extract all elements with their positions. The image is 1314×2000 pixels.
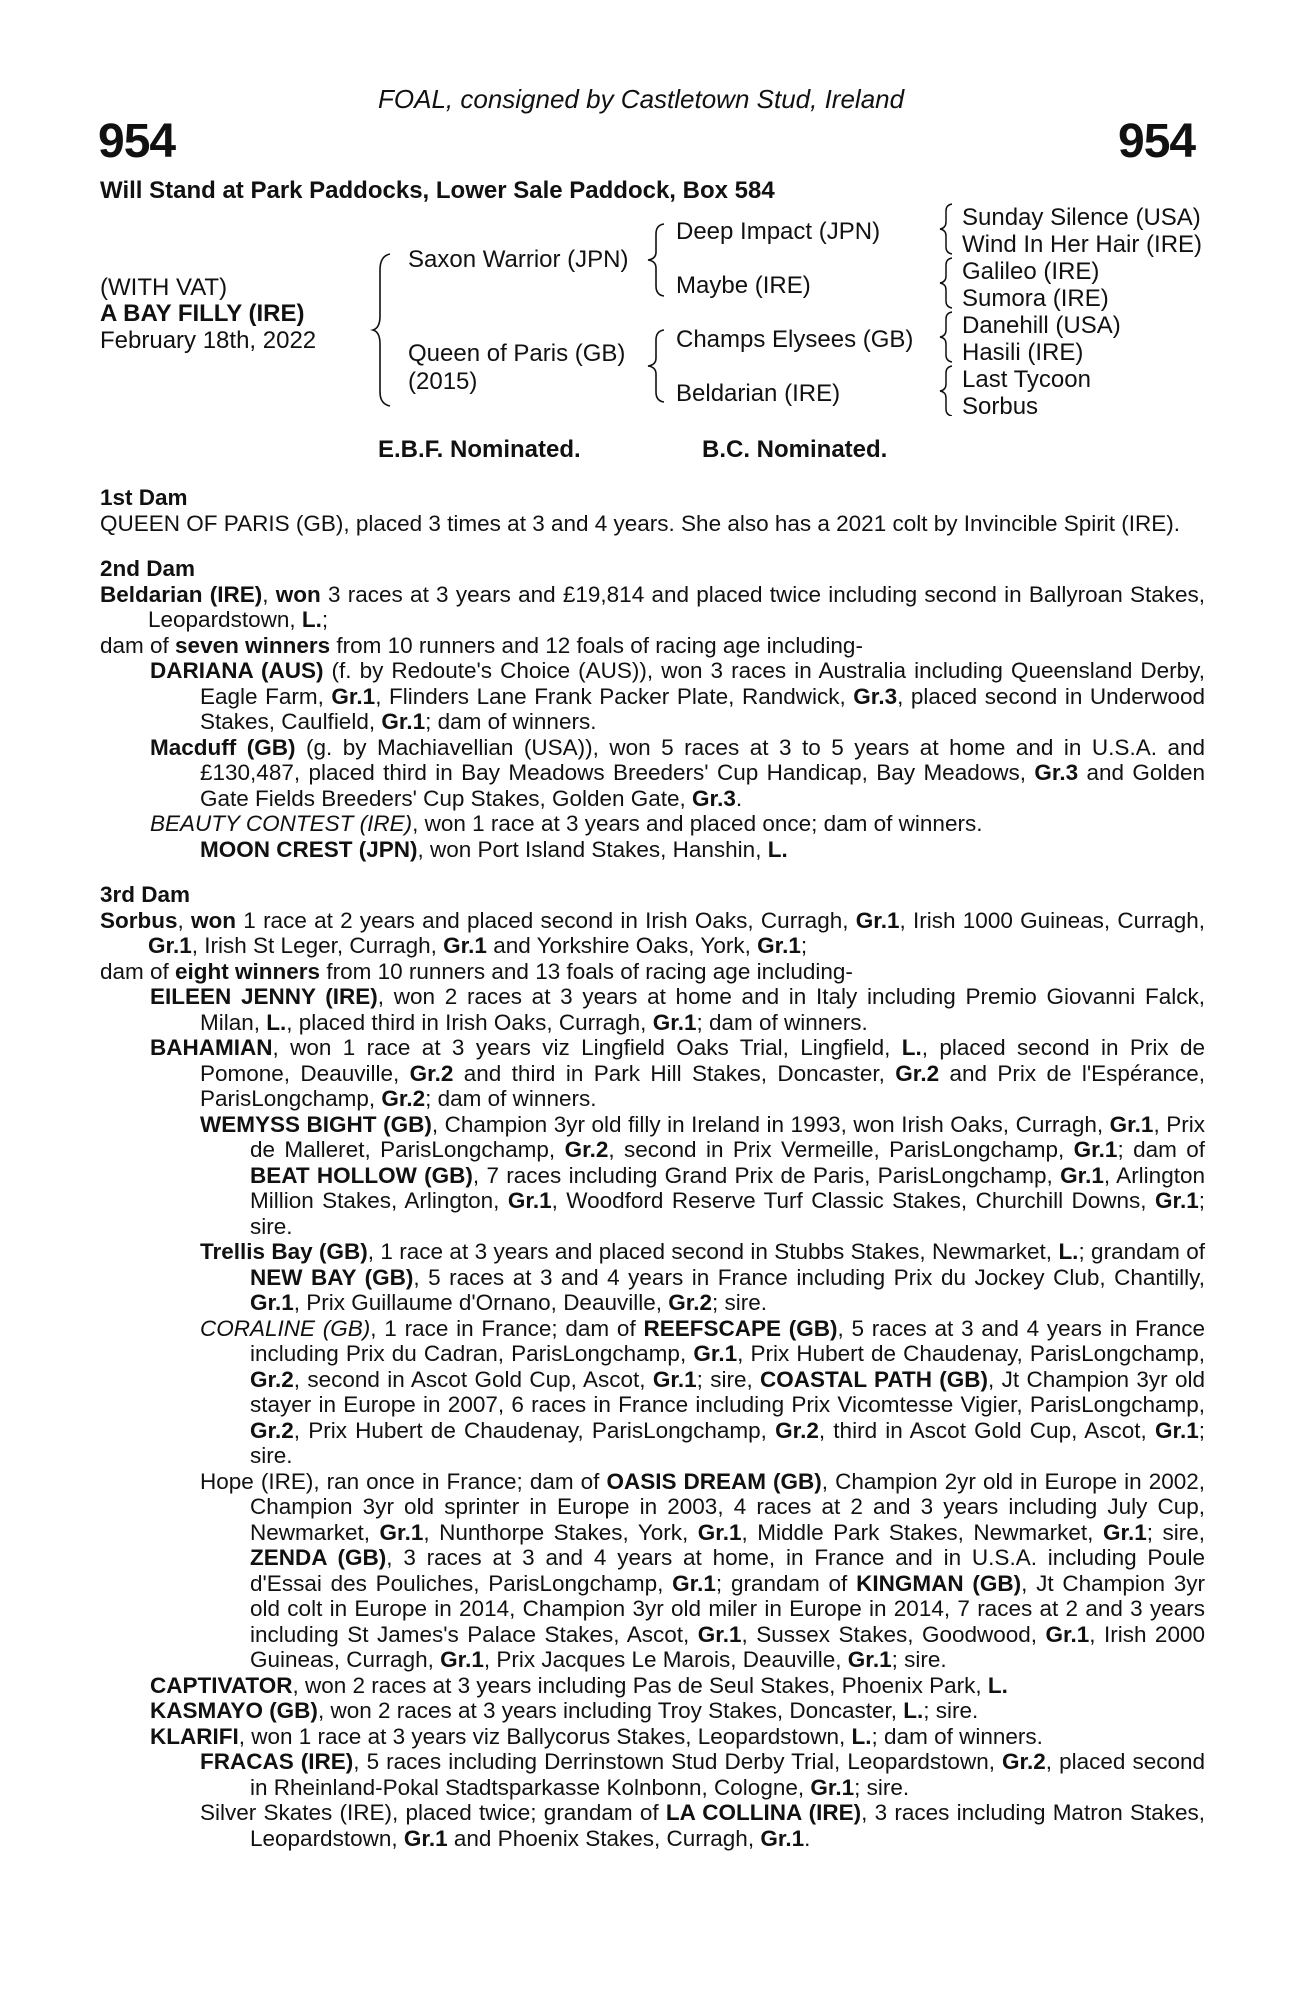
pedigree-notes: [100, 485, 1205, 1851]
section-heading: 3rd Dam: [100, 882, 191, 907]
pedigree-entry: FRACAS (IRE), 5 races including Derrinstown Stud Derby Trial, Leopardstown, Gr.2, placed second in Rheinland-Pokal Stadtsparkasse Kolnbonn, Cologne, Gr.1; sire.: [200, 1749, 1205, 1800]
lot-number-right: 954: [1118, 115, 1196, 168]
pedigree-entry: CAPTIVATOR, won 2 races at 3 years including Pas de Seul Stakes, Phoenix Park, L.: [150, 1672, 1008, 1698]
pedigree-entry: WEMYSS BIGHT (GB), Champion 3yr old filly in Ireland in 1993, won Irish Oaks, Curragh, Gr.1, Prix de Malleret, ParisLongchamp, Gr.2, second in Prix Vermeille, ParisLongchamp, Gr.1; dam of BEAT HOLLOW (GB), 7 races including Grand Prix de Paris, ParisLongchamp, Gr.1, Arlington Million Stakes, Arlington, Gr.1, Woodford Reserve Turf Classic Stakes, Churchill Downs, Gr.1; sire.: [200, 1111, 1206, 1239]
third-gen-6: Hasili (IRE): [962, 339, 1084, 366]
stabling-line: Will Stand at Park Paddocks, Lower Sale Paddock, Box 584: [100, 177, 775, 204]
lot-description: A BAY FILLY (IRE): [100, 300, 305, 327]
third-gen-7: Last Tycoon: [962, 366, 1091, 393]
dam-sire-name: Champs Elysees (GB): [676, 326, 914, 353]
vat-note: (WITH VAT): [100, 274, 228, 301]
pedigree-entry: BEAUTY CONTEST (IRE), won 1 race at 3 years and placed once; dam of winners.: [150, 811, 983, 836]
pedigree-bracket-dam: [644, 326, 668, 406]
pedigree-entry: KASMAYO (GB), won 2 races at 3 years including Troy Stakes, Doncaster, L.; sire.: [150, 1698, 979, 1723]
sire-name: Saxon Warrior (JPN): [408, 246, 629, 273]
section-heading: 1st Dam: [100, 485, 188, 510]
dam-dam-name: Beldarian (IRE): [676, 380, 841, 407]
pedigree-bracket-main: [370, 250, 394, 410]
third-gen-1: Sunday Silence (USA): [962, 204, 1201, 231]
pedigree-entry: Trellis Bay (GB), 1 race at 3 years and placed second in Stubbs Stakes, Newmarket, L.; grandam of NEW BAY (GB), 5 races at 3 and 4 years in France including Prix du Jockey Club, Chantilly, Gr.1, Prix Guillaume d'Ornano, Deauville, Gr.2; sire.: [200, 1239, 1205, 1315]
pedigree-entry: DARIANA (AUS) (f. by Redoute's Choice (AUS)), won 3 races in Australia including Queensland Derby, Eagle Farm, Gr.1, Flinders Lane Frank Packer Plate, Randwick, Gr.3, placed second in Underwood Stakes, Caulfield, Gr.1; dam of winners.: [150, 658, 1206, 734]
bc-nomination: B.C. Nominated.: [702, 436, 888, 463]
third-gen-2: Wind In Her Hair (IRE): [962, 231, 1203, 258]
pedigree-entry: Macduff (GB) (g. by Machiavellian (USA)), won 5 races at 3 to 5 years at home and in U.S.A. and £130,487, placed third in Bay Meadows Breeders' Cup Handicap, Bay Meadows, Gr.3 and Golden Gate Fields Breeders' Cup Stakes, Golden Gate, Gr.3.: [150, 734, 1205, 811]
pedigree-entry: Hope (IRE), ran once in France; dam of OASIS DREAM (GB), Champion 2yr old in Europe in 2002, Champion 3yr old sprinter in Europe in 2003, 4 races at 2 and 3 years including July Cup, Newmarket, Gr.1, Nunthorpe Stakes, York, Gr.1, Middle Park Stakes, Newmarket, Gr.1; sire, ZENDA (GB), 3 races at 3 and 4 years at home, in France and in U.S.A. including Poule d'Essai des Pouliches, ParisLongchamp, Gr.1; grandam of KINGMAN (GB), Jt Champion 3yr old colt in Europe in 2014, Champion 3yr old miler in Europe in 2014, 7 races at 2 and 3 years including St James's Palace Stakes, Ascot, Gr.1, Sussex Stakes, Goodwood, Gr.1, Irish 2000 Guineas, Curragh, Gr.1, Prix Jacques Le Marois, Deauville, Gr.1; sire.: [200, 1468, 1206, 1672]
foaling-date: February 18th, 2022: [100, 327, 317, 354]
third-gen-5: Danehill (USA): [962, 312, 1121, 339]
pedigree-entry: EILEEN JENNY (IRE), won 2 races at 3 years at home and in Italy including Premio Giovanni Falck, Milan, L., placed third in Irish Oaks, Curragh, Gr.1; dam of winners.: [150, 984, 1205, 1035]
pedigree-entry: MOON CREST (JPN), won Port Island Stakes, Hanshin, L.: [200, 836, 788, 862]
pedigree-entry: Silver Skates (IRE), placed twice; grandam of LA COLLINA (IRE), 3 races including Matron Stakes, Leopardstown, Gr.1 and Phoenix Stakes, Curragh, Gr.1.: [200, 1800, 1205, 1851]
pedigree-entry: Beldarian (IRE), won 3 races at 3 years and £19,814 and placed twice including second in Ballyroan Stakes, Leopardstown, L.;: [100, 581, 1205, 632]
pedigree-entry: QUEEN OF PARIS (GB), placed 3 times at 3 and 4 years. She also has a 2021 colt by Invincible Spirit (IRE).: [100, 510, 1181, 536]
pedigree-entry: CORALINE (GB), 1 race in France; dam of REEFSCAPE (GB), 5 races at 3 and 4 years in France including Prix du Cadran, ParisLongchamp, Gr.1, Prix Hubert de Chaudenay, ParisLongchamp, Gr.2, second in Ascot Gold Cup, Ascot, Gr.1; sire, COASTAL PATH (GB), Jt Champion 3yr old stayer in Europe in 2007, 6 races in France including Prix Vicomtesse Vigier, ParisLongchamp, Gr.2, Prix Hubert de Chaudenay, ParisLongchamp, Gr.2, third in Ascot Gold Cup, Ascot, Gr.1; sire.: [200, 1315, 1205, 1468]
pedigree-entry: KLARIFI, won 1 race at 3 years viz Ballycorus Stakes, Leopardstown, L.; dam of winners.: [150, 1723, 1043, 1749]
consignment-line: FOAL, consigned by Castletown Stud, Ireland: [378, 84, 905, 114]
ebf-nomination: E.B.F. Nominated.: [378, 436, 581, 463]
sire-sire-name: Deep Impact (JPN): [676, 218, 881, 245]
pedigree-entry: Sorbus, won 1 race at 2 years and placed second in Irish Oaks, Curragh, Gr.1, Irish 1000 Guineas, Curragh, Gr.1, Irish St Leger, Curragh, Gr.1 and Yorkshire Oaks, York, Gr.1;: [100, 907, 1205, 958]
pedigree-entry: BAHAMIAN, won 1 race at 3 years viz Lingfield Oaks Trial, Lingfield, L., placed second in Prix de Pomone, Deauville, Gr.2 and third in Park Hill Stakes, Doncaster, Gr.2 and Prix de l'Espérance, ParisLongchamp, Gr.2; dam of winners.: [150, 1035, 1205, 1111]
dam-name: Queen of Paris (GB): [408, 340, 626, 367]
third-gen-4: Sumora (IRE): [962, 285, 1109, 312]
sire-dam-name: Maybe (IRE): [676, 272, 811, 299]
lot-number-left: 954: [98, 115, 176, 168]
pedigree-entry: dam of eight winners from 10 runners and 13 foals of racing age including-: [100, 958, 853, 984]
section-heading: 2nd Dam: [100, 556, 196, 581]
third-gen-3: Galileo (IRE): [962, 258, 1100, 285]
dam-year: (2015): [408, 368, 478, 395]
pedigree-entry: dam of seven winners from 10 runners and 12 foals of racing age including-: [100, 632, 863, 658]
pedigree-brackets-third-gen: [936, 202, 956, 416]
third-gen-8: Sorbus: [962, 393, 1039, 420]
pedigree-bracket-sire: [644, 220, 668, 300]
